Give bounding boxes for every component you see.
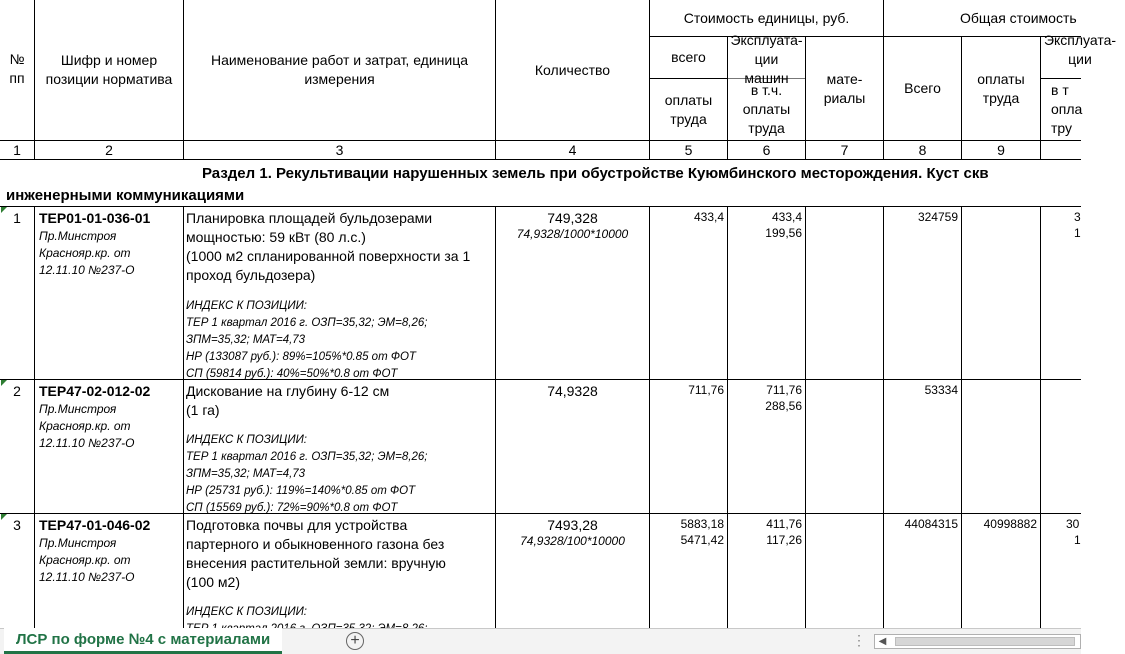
basis-line: Краснояр.кр. от bbox=[39, 419, 131, 433]
row-total-machine-labor: 1 bbox=[1074, 533, 1081, 547]
row-total-machine-labor: 1 bbox=[1074, 226, 1081, 240]
row-code: ТЕР47-01-046-02 bbox=[39, 517, 151, 533]
sheet-tab-bar bbox=[0, 628, 1081, 654]
row-name bbox=[186, 382, 494, 420]
col-number: 2 bbox=[105, 142, 113, 158]
row-num: 1 bbox=[13, 210, 21, 226]
row-total-machine: 30 bbox=[1066, 517, 1080, 531]
row-basis bbox=[39, 401, 135, 452]
basis-line: Краснояр.кр. от bbox=[39, 553, 131, 567]
header-unit-machine: Эксплуата- ции машин bbox=[730, 32, 803, 86]
header-total-cost: Общая стоимость bbox=[960, 9, 1077, 26]
row-unit-machine-labor: 288,56 bbox=[765, 399, 802, 413]
header-total-machine: Эксплуата- ции bbox=[1043, 32, 1117, 67]
col-number: 7 bbox=[840, 142, 849, 158]
header-total-total: Всего bbox=[904, 80, 941, 96]
sheet-tab-active[interactable]: ЛСР по форме №4 с материалами bbox=[4, 628, 282, 654]
col-number: 1 bbox=[13, 142, 21, 158]
header-total-machine-clip bbox=[1041, 32, 1117, 78]
row-basis bbox=[39, 228, 135, 279]
grid-line bbox=[495, 206, 496, 628]
row-unit-machine-labor: 199,56 bbox=[765, 226, 802, 240]
index-line: ТЕР 1 квартал 2016 г. ОЗП=35,32; ЭМ=8,26; bbox=[186, 317, 428, 329]
row-total: 53334 bbox=[924, 383, 958, 397]
basis-line: Краснояр.кр. от bbox=[39, 246, 131, 260]
basis-line: 12.11.10 №237-О bbox=[39, 436, 135, 450]
name-line: партерного и обыкновенного газона без bbox=[186, 536, 445, 552]
header-unit-machine-clip bbox=[728, 32, 805, 86]
header-unit-materials: мате- риалы bbox=[823, 70, 866, 106]
row-formula: 74,9328/100*10000 bbox=[520, 534, 625, 548]
scroll-thumb[interactable] bbox=[895, 637, 1075, 646]
index-line: ИНДЕКС К ПОЗИЦИИ: bbox=[186, 606, 307, 618]
col-number: 9 bbox=[997, 142, 1005, 158]
header-unit-labor: оплаты труда bbox=[664, 91, 713, 127]
name-line: (1000 м2 спланированной поверхности за 1 bbox=[186, 248, 471, 264]
index-line: ИНДЕКС К ПОЗИЦИИ: bbox=[186, 434, 307, 446]
row-unit-total: 5883,18 bbox=[680, 517, 724, 531]
header-total-machine-labor: в т опла тру bbox=[1051, 82, 1083, 136]
row-total-machine: 3 bbox=[1074, 210, 1081, 224]
row-qty: 74,9328 bbox=[547, 383, 598, 399]
grid-line bbox=[649, 206, 650, 628]
header-code: Шифр и номер позиции норматива bbox=[45, 52, 173, 87]
row-unit-total: 433,4 bbox=[693, 210, 724, 224]
name-line: Подготовка почвы для устройства bbox=[186, 517, 408, 533]
header-total-machine-labor-clip bbox=[1041, 79, 1081, 140]
header-num: № пп bbox=[9, 51, 25, 86]
section-title-line2: инженерными коммуникациями bbox=[6, 187, 245, 204]
basis-line: 12.11.10 №237-О bbox=[39, 570, 135, 584]
grid-line bbox=[727, 206, 728, 628]
col-number: 4 bbox=[568, 142, 577, 158]
header-qty: Количество bbox=[534, 61, 611, 78]
row-basis bbox=[39, 535, 135, 586]
row-unit-labor: 5471,42 bbox=[680, 533, 724, 547]
name-line: Планировка площадей бульдозерами bbox=[186, 210, 433, 226]
row-unit-machine-labor: 117,26 bbox=[766, 533, 802, 547]
grid-line bbox=[0, 206, 1081, 207]
basis-line: 12.11.10 №237-О bbox=[39, 263, 135, 277]
index-line: ТЕР 1 квартал 2016 г. ОЗП=35,32; ЭМ=8,26; bbox=[186, 451, 428, 463]
row-index bbox=[186, 298, 494, 383]
section-title: Раздел 1. Рекультивации нарушенных земель при обустройстве Куюмбинского месторождения. Куст скв bbox=[202, 165, 989, 182]
grid-line bbox=[34, 206, 35, 628]
row-total-machine-clip bbox=[1041, 516, 1081, 556]
header-unit-total: всего bbox=[671, 49, 706, 65]
header-unit-machine-labor: в т.ч. оплаты труда bbox=[742, 82, 791, 136]
grid-line bbox=[183, 206, 184, 628]
row-num: 2 bbox=[13, 383, 21, 399]
row-total: 44084315 bbox=[904, 517, 958, 531]
grid-line bbox=[805, 206, 806, 628]
horizontal-scrollbar[interactable] bbox=[874, 634, 1081, 649]
header-unit-cost: Стоимость единицы, руб. bbox=[683, 9, 850, 26]
row-index bbox=[186, 432, 494, 517]
index-line: ЗПМ=35,32; МАТ=4,73 bbox=[186, 468, 306, 480]
row-total-labor: 40998882 bbox=[983, 517, 1037, 531]
add-sheet-icon[interactable]: + bbox=[346, 632, 364, 650]
scroll-left-icon[interactable]: ◀ bbox=[878, 636, 887, 647]
col-number: 8 bbox=[918, 142, 927, 158]
header-total-labor: оплаты труда bbox=[977, 70, 1025, 106]
header-name: Наименование работ и затрат, единица измерения bbox=[210, 52, 469, 87]
name-line: внесения растительной земли: вручную bbox=[186, 555, 446, 571]
row-qty: 749,328 bbox=[547, 210, 598, 226]
name-line: (1 га) bbox=[186, 402, 220, 418]
index-line: СП (15569 руб.): 72%=90%*0.8 от ФОТ bbox=[186, 502, 398, 514]
grid-line bbox=[883, 206, 884, 628]
grid-line bbox=[0, 159, 1081, 160]
row-formula: 74,9328/1000*10000 bbox=[516, 227, 629, 241]
index-line: НР (25731 руб.): 119%=140%*0.85 от ФОТ bbox=[186, 485, 416, 497]
index-line: НР (133087 руб.): 89%=105%*0.85 от ФОТ bbox=[186, 351, 416, 363]
row-name bbox=[186, 209, 494, 285]
name-line: Дискование на глубину 6-12 см bbox=[186, 383, 390, 399]
row-total-machine-clip bbox=[1041, 209, 1081, 249]
col-number: 5 bbox=[684, 142, 693, 158]
row-qty: 7493,28 bbox=[547, 517, 598, 533]
row-unit-machine: 411,76 bbox=[766, 517, 802, 531]
col-number: 3 bbox=[335, 142, 344, 158]
row-num: 3 bbox=[13, 517, 21, 533]
header-total-cost-clip bbox=[884, 6, 1081, 30]
name-line: проход бульдозера) bbox=[186, 267, 316, 283]
basis-line: Пр.Минстроя bbox=[39, 402, 117, 416]
more-options-icon[interactable]: ⋮ bbox=[852, 632, 866, 648]
row-name bbox=[186, 516, 494, 592]
name-line: мощностью: 59 кВт (80 л.с.) bbox=[186, 229, 366, 245]
row-unit-machine: 711,76 bbox=[766, 383, 802, 397]
row-unit-machine: 433,4 bbox=[771, 210, 802, 224]
row-total-machine-clip bbox=[1041, 382, 1081, 422]
grid-line bbox=[961, 206, 962, 628]
grid-line bbox=[0, 513, 1081, 514]
basis-line: Пр.Минстроя bbox=[39, 536, 117, 550]
index-line: СП (59814 руб.): 40%=50%*0.8 от ФОТ bbox=[186, 368, 398, 380]
name-line: (100 м2) bbox=[186, 574, 240, 590]
col-number: 6 bbox=[762, 142, 771, 158]
index-line: ЗПМ=35,32; МАТ=4,73 bbox=[186, 334, 306, 346]
index-line: ИНДЕКС К ПОЗИЦИИ: bbox=[186, 300, 307, 312]
row-unit-total: 711,76 bbox=[688, 383, 724, 397]
grid-line bbox=[0, 379, 1081, 380]
row-code: ТЕР01-01-036-01 bbox=[39, 210, 151, 226]
row-total: 324759 bbox=[917, 210, 958, 224]
row-code: ТЕР47-02-012-02 bbox=[39, 383, 151, 399]
basis-line: Пр.Минстроя bbox=[39, 229, 117, 243]
